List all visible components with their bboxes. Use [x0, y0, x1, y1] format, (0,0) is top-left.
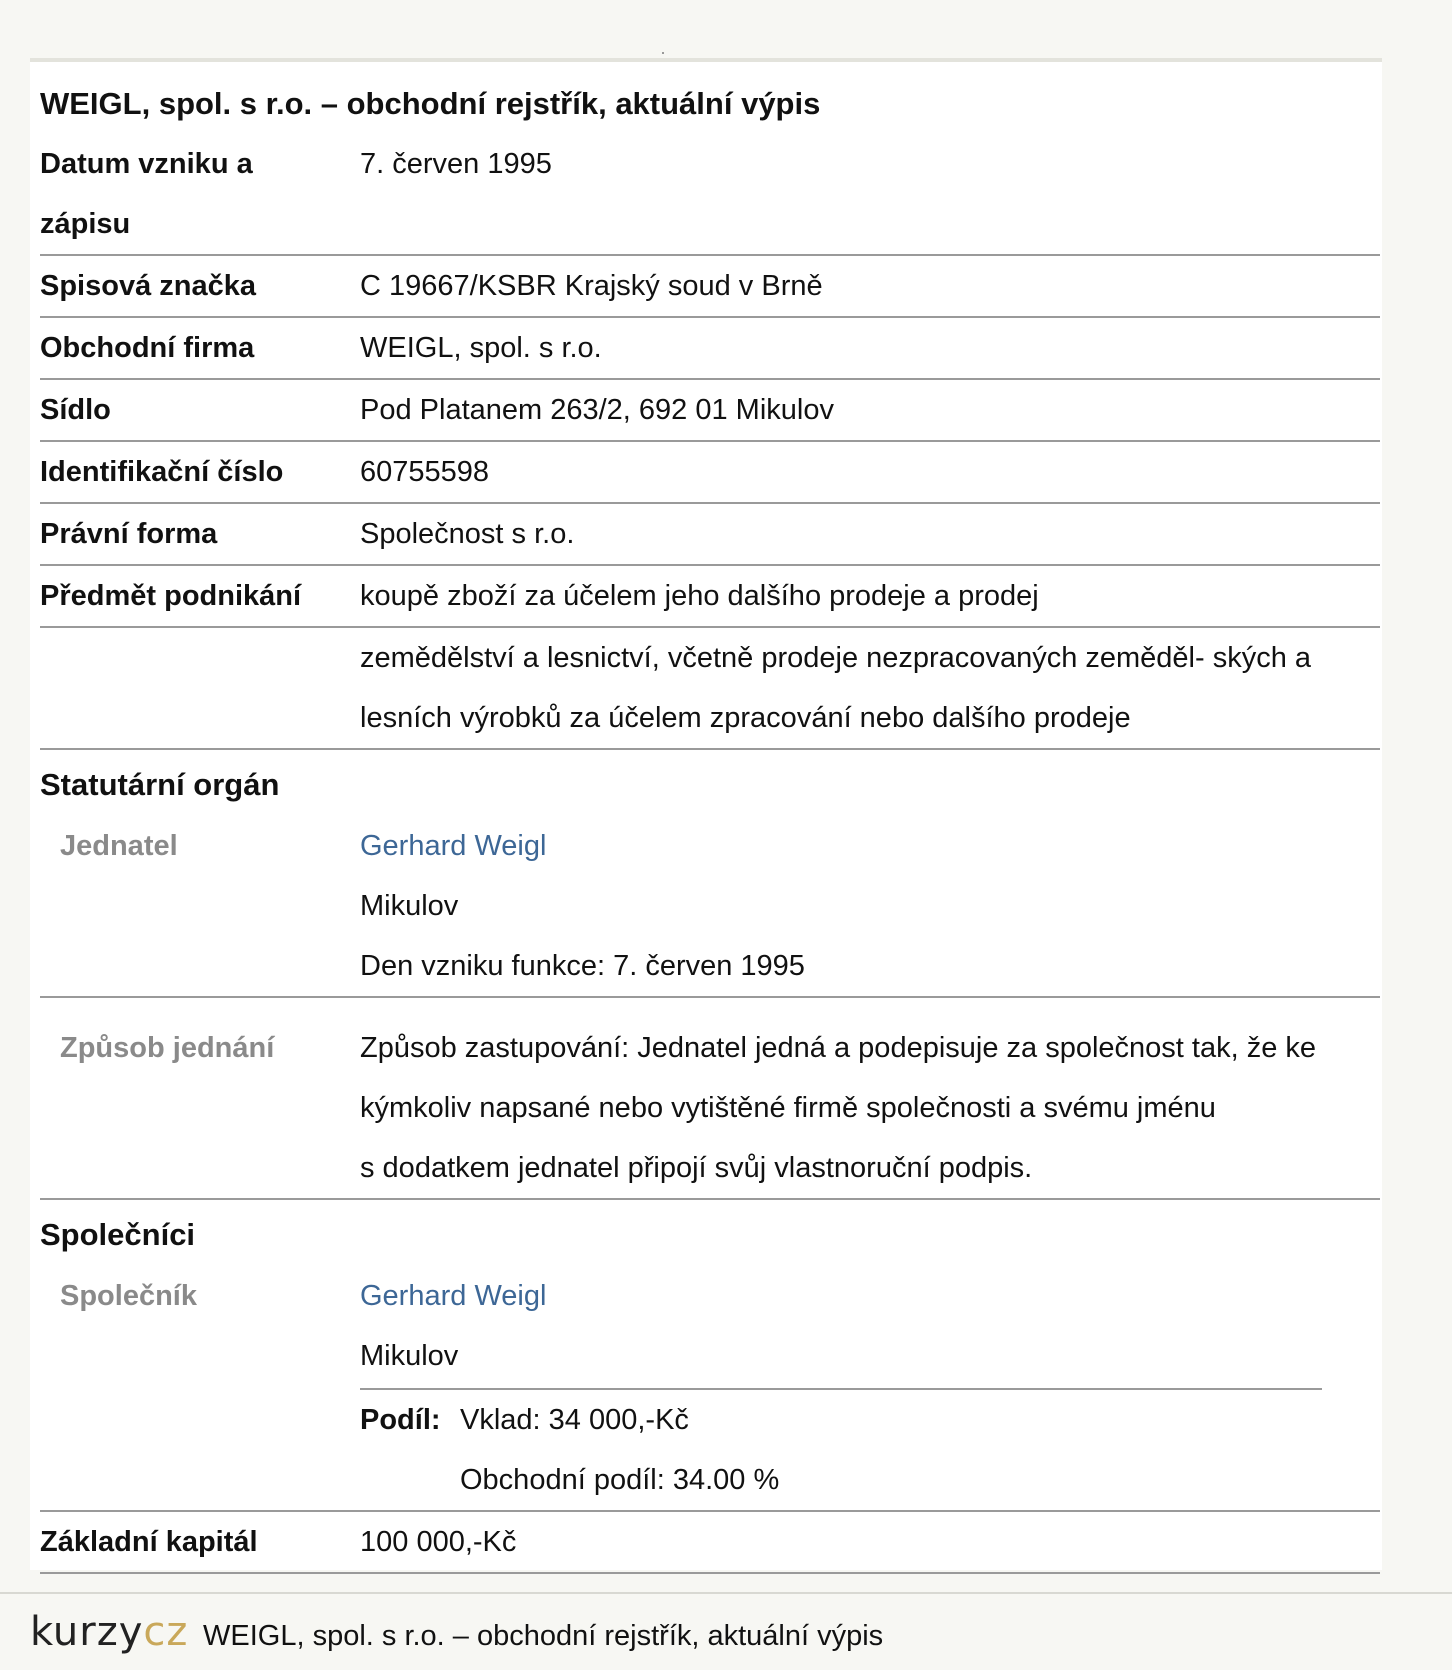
row-label: Sídlo: [40, 394, 111, 426]
page-title: WEIGL, spol. s r.o. – obchodní rejstřík, aktuální výpis: [40, 86, 821, 121]
jednatel-since: Den vzniku funkce: 7. červen 1995: [360, 950, 805, 982]
row-value: 60755598: [360, 456, 490, 488]
row-predmet-podnikani: [40, 566, 1380, 628]
section-heading: Statutární orgán: [40, 767, 280, 802]
jednatel-block: [40, 816, 1380, 996]
row-label: Obchodní firma: [40, 332, 255, 364]
jednatel-line: [360, 816, 1352, 876]
podil-vklad: Vklad: 34 000,-Kč: [460, 1404, 689, 1436]
row-value: 100 000,-Kč: [360, 1526, 517, 1558]
podil-label: Podíl:: [360, 1404, 441, 1436]
jednatel-name-link[interactable]: Gerhard Weigl: [360, 830, 547, 862]
row-label-line: Datum vzniku a: [40, 148, 253, 180]
row-pravni-forma: [40, 504, 1380, 566]
row-value: Pod Platanem 263/2, 692 01 Mikulov: [360, 394, 834, 426]
spolecnik-name-link[interactable]: Gerhard Weigl: [360, 1280, 547, 1312]
zpusob-value: [360, 1018, 1380, 1198]
row-obchodni-firma: [40, 318, 1380, 380]
row-zakladni-kapital: [40, 1512, 1380, 1574]
row-label: Základní kapitál: [40, 1526, 258, 1558]
register-table: [40, 134, 1380, 1574]
row-identifikacni-cislo: [40, 442, 1380, 504]
spolecnik-label: Společník: [60, 1280, 197, 1312]
row-label: Identifikační číslo: [40, 456, 284, 488]
row-label: [40, 134, 360, 254]
row-predmet-podnikani-2: [40, 628, 1380, 750]
kurzy-logo[interactable]: [30, 1602, 188, 1662]
row-datum-vzniku: [40, 134, 1380, 256]
row-label: Právní forma: [40, 518, 218, 550]
row-value-line: lesních výrobků za účelem zpracování nebo dalšího prodeje: [360, 702, 1131, 734]
divider-mark: [662, 52, 664, 54]
spolecnik-city: Mikulov: [360, 1340, 459, 1372]
podil-values: [460, 1390, 779, 1510]
zpusob-label: Způsob jednání: [60, 1032, 275, 1064]
row-spisova-znacka: [40, 256, 1380, 318]
section-heading: Společníci: [40, 1217, 196, 1252]
spolecnik-value: [360, 1266, 1380, 1510]
jednatel-label: Jednatel: [60, 830, 178, 862]
row-value: C 19667/KSBR Krajský soud v Brně: [360, 270, 823, 302]
footer-title: WEIGL, spol. s r.o. – obchodní rejstřík, aktuální výpis: [203, 1620, 884, 1652]
row-zpusob-jednani: [40, 998, 1380, 1200]
spolecnik-line: [360, 1266, 1352, 1326]
jednatel-city: Mikulov: [360, 890, 459, 922]
logo-text-part: kurzy: [30, 1609, 144, 1655]
podil-obchodni: Obchodní podíl: 34.00 %: [460, 1464, 780, 1496]
row-label: Spisová značka: [40, 270, 256, 302]
zpusob-line: Způsob zastupování: Jednatel jedná a podepisuje za společnost tak, že ke: [360, 1032, 1317, 1064]
row-label-empty: [40, 628, 360, 748]
jednatel-value: [360, 816, 1380, 996]
zpusob-line: kýmkoliv napsané nebo vytištěné firmě společnosti a svému jménu: [360, 1092, 1216, 1124]
row-sidlo: [40, 380, 1380, 442]
podil-block: [360, 1388, 1322, 1510]
row-value: [360, 628, 1380, 748]
section-statutarni-organ: [40, 750, 1380, 998]
logo-text-accent: cz: [143, 1609, 189, 1655]
footer-bar: [0, 1592, 1452, 1670]
register-extract-card: [30, 58, 1382, 1570]
row-value: koupě zboží za účelem jeho dalšího prodeje a prodej: [360, 580, 1039, 612]
row-value: WEIGL, spol. s r.o.: [360, 332, 602, 364]
row-value-line: zemědělství a lesnictví, včetně prodeje nezpracovaných zeměděl- ských a: [360, 642, 1312, 674]
section-spolecnici: [40, 1200, 1380, 1512]
spolecnik-block: [40, 1266, 1380, 1510]
row-label-line: zápisu: [40, 208, 131, 240]
row-label: Předmět podnikání: [40, 580, 302, 612]
row-value: 7. červen 1995: [360, 148, 552, 180]
row-value: Společnost s r.o.: [360, 518, 575, 550]
zpusob-line: s dodatkem jednatel připojí svůj vlastnoruční podpis.: [360, 1152, 1033, 1184]
